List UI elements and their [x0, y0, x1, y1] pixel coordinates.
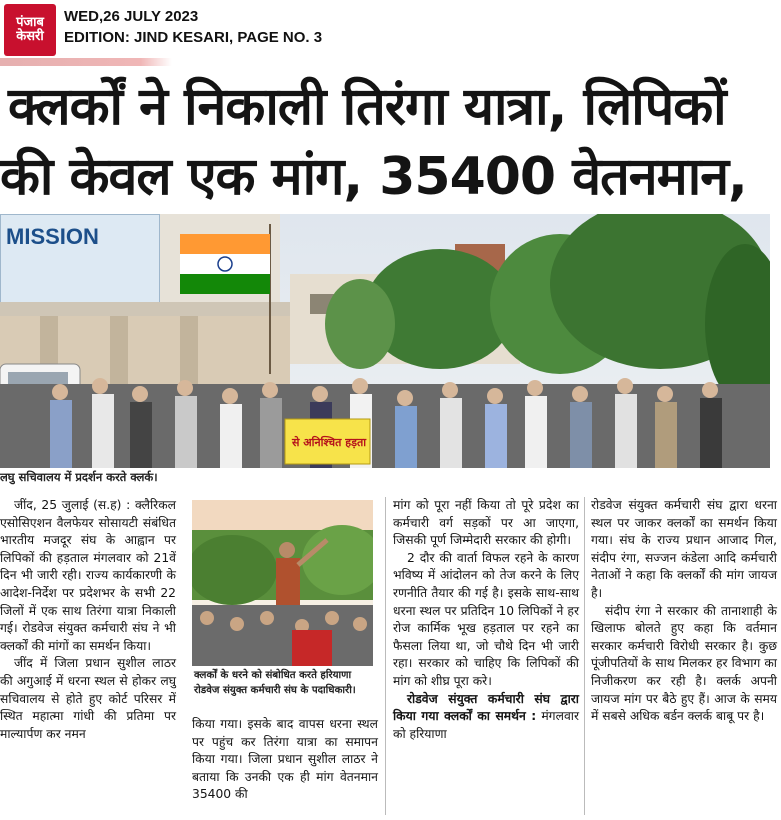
edition-meta: [64, 6, 322, 48]
logo-line2: केसरी: [16, 29, 44, 44]
rally-photo-illustration: [0, 214, 770, 468]
inset-caption: क्लर्कों के धरने को संबोधित करते हरियाणा रोडवेज संयुक्त कर्मचारी संघ के पदाधिकारी।: [192, 666, 373, 712]
logo-line1: पंजाब: [16, 15, 44, 31]
inset-photo-illustration: [192, 500, 373, 666]
issue-date: WED,26 JULY 2023: [64, 8, 199, 25]
header-divider: [0, 58, 781, 66]
article-column-4: [591, 497, 777, 726]
edition-info: EDITION: JIND KESARI, PAGE NO. 3: [64, 29, 323, 46]
building-sign: MISSION: [6, 224, 99, 249]
col4-paragraph-2: संदीप रंगा ने सरकार की तानाशाही के खिलाफ बोलते हुए कहा कि वर्तमान सरकार कर्मचारी विरोधी सरकार है। कुछ पूंजीपतियों के साथ मिलकर हर विभाग का निजीकरण कर रही है। क्लर्क अपनी जायज मांग पर बैठे हुए हैं। आज के समय में सबसे अधिक बर्डन क्लर्क बाबू पर है।: [591, 603, 777, 724]
headline-line2: की केवल एक मांग, 35400 वेतनमान,: [0, 147, 747, 207]
masthead: [0, 0, 781, 60]
headline-line1: क्लर्कों ने निकाली तिरंगा यात्रा, लिपिकों: [8, 77, 726, 137]
col2-paragraph-1: किया गया। इसके बाद वापस धरना स्थल पर पहुंच कर तिरंगा यात्रा का समापन किया गया। जिला प्रधान सुशील लाठर ने बताया कि उनकी एक ही मांग वेतनमान 35400 की: [192, 717, 378, 802]
col3-paragraph-1: मांग को पूरा नहीं किया तो पूरे प्रदेश का कर्मचारी वर्ग सड़कों पर आ जाएगा, जिसकी पूर्ण जिम्मेदारी सरकार की होगी।: [393, 498, 579, 548]
col4-paragraph-1: रोडवेज संयुक्त कर्मचारी संघ द्वारा धरना स्थल पर जाकर क्लर्कों का समर्थन किया गया। संघ के राज्य प्रधान आजाद गिल, संदीप रंगा, सज्जन कंडेला आदि कर्मचारी नेताओं ने कहा कि क्लर्कों की मांग जायज है।: [591, 498, 777, 600]
col1-paragraph-1: जींद, 25 जुलाई (स.ह) : क्लैरिकल एसोसिएशन वैलफेयर सोसायटी संबंधित भारतीय मजदूर संघ के आह्वान पर लिपिकों की हड़ताल मंगलवार को 21वें दिन भी जारी रही। राज्य कार्यकारणी के आदेश-निर्देश पर प्रदेशभर के सभी 22 जिलों में एक साथ तिरंगा यात्रा निकाली गई। रोडवेज संयुक्त कर्मचारी संघ ने भी क्लर्कों की मांगों का समर्थन किया।: [0, 498, 176, 653]
column-rule: [385, 497, 386, 815]
col3-paragraph-3: मंगलवार को हरियाणा: [393, 709, 579, 741]
main-photo: [0, 214, 770, 468]
article-column-1: [0, 497, 176, 743]
article-column-3: [393, 497, 579, 743]
banner-text: से अनिश्चित हड़ता: [292, 436, 367, 449]
column-rule: [584, 497, 585, 815]
punjab-kesari-logo: [4, 4, 56, 56]
flag-saffron: [180, 234, 270, 254]
col3-paragraph-2: 2 दौर की वार्ता विफल रहने के कारण भविष्य में आंदोलन को तेज करने के लिए रणनीति तैयार की गई है। इसके साथ-साथ धरना स्थल पर प्रतिदिन 10 लिपिकों ने हर रोज कार्मिक भूख हड़ताल पर रहने का फैसला लिया था, जो चौथे दिन भी जारी रहा। सरकार को चाहिए कि लिपिकों की मांग को शीघ्र पूरा करे।: [393, 550, 579, 688]
col3-subhead: रोडवेज संयुक्त कर्मचारी संघ द्वारा किया गया क्लर्कों का समर्थन :: [393, 691, 579, 724]
flag-green: [180, 274, 270, 294]
article-column-2: [192, 716, 378, 804]
inset-photo: [192, 500, 373, 712]
photo-caption: लघु सचिवालय में प्रदर्शन करते क्लर्क।: [0, 470, 158, 484]
col1-paragraph-2: जींद में जिला प्रधान सुशील लाठर की अगुआई में धरना स्थल से होकर लघु सचिवालय से होते हुए कोर्ट परिसर में स्थित महात्मा गांधी की प्रतिमा पर माल्यार्पण कर नमन: [0, 656, 176, 741]
